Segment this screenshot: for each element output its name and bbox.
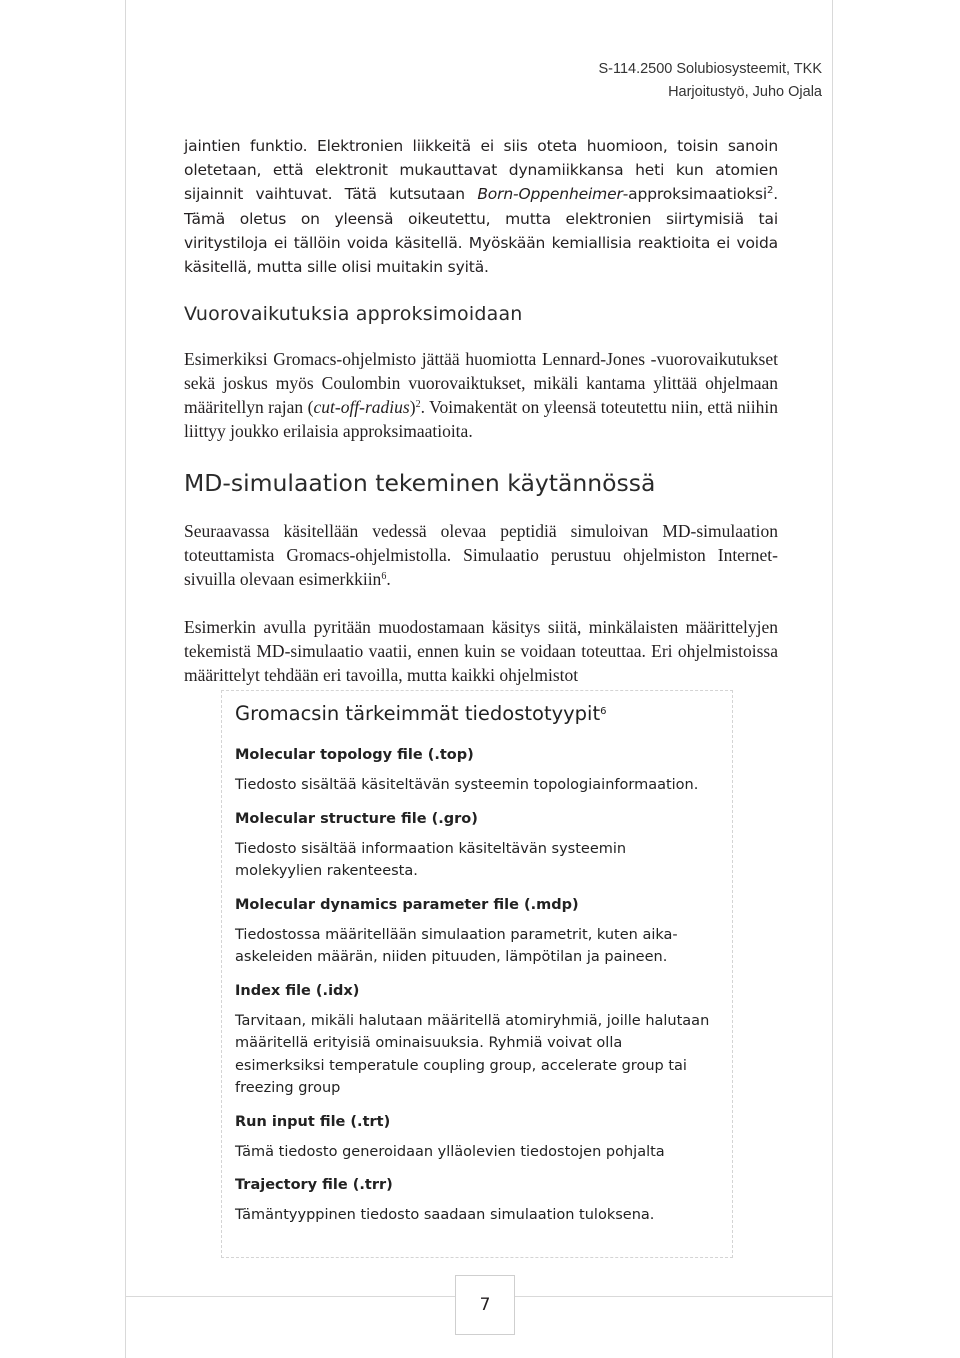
reference-mark: 2 (767, 185, 774, 197)
reference-mark: 6 (600, 706, 607, 717)
file-type-description: Tiedostossa määritellään simulaation parametrit, kuten aika-askeleiden määrän, niiden pituuden, lämpötilan ja paineen. (235, 926, 678, 965)
header-course: S-114.2500 Solubiosysteemit, TKK (598, 61, 822, 77)
box-title: Gromacsin tärkeimmät tiedostotyypit$^6$ (235, 702, 607, 725)
running-header (598, 58, 822, 104)
paragraph-born-oppenheimer: jaintien funktio. Elektronien liikkeitä ei siis oteta huomioon, toisin sanoin oletetaan, että elektronit mukauttavat dynamiikkansa heti kun atomien sijainnit vaihtuvat. Tätä kutsutaan Born-Oppenheimer-approksimaatioksi$^2$. Tämä oletus on yleensä oikeutettu, mutta elektronien siirtymisiä tai viritystiloja ei tällöin voida käsitellä. Myöskään kemiallisia reaktioita ei voida käsitellä, mutta sille olisi muitakin syitä. (184, 137, 778, 277)
italic-term: Born-Oppenheimer (477, 185, 623, 204)
page-guide-left (125, 0, 126, 1358)
file-type-description: Tiedosto sisältää käsiteltävän systeemin topologiainformaation. (235, 777, 699, 793)
file-type-description: Tarvitaan, mikäli halutaan määritellä atomiryhmiä, joille halutaan määritellä erityisiä ominaisuuksia. Ryhmiä voivat olla esimerksiksi temperatule coupling group, accelerate group tai freezing group (235, 1012, 710, 1096)
file-type-name: Index file (.idx) (235, 982, 360, 999)
italic-term: cut-off-radius (313, 397, 410, 418)
file-type-name: Molecular dynamics parameter file (.mdp) (235, 896, 579, 913)
reference-mark: 6 (381, 571, 387, 583)
file-type-list (235, 747, 725, 1227)
file-type-description: Tiedosto sisältää informaation käsiteltävän systeemin molekyylien rakenteesta. (235, 840, 627, 879)
section-heading-approximations: Vuorovaikutuksia approksimoidaan (184, 303, 523, 326)
reference-mark: 2 (415, 399, 421, 411)
file-type-description: Tämäntyyppinen tiedosto saadaan simulaation tuloksena. (235, 1207, 655, 1223)
page-guide-right (832, 0, 833, 1358)
file-type-name: Trajectory file (.trr) (235, 1177, 393, 1193)
paragraph-md-intro: Seuraavassa käsitellään vedessä olevaa peptidiä simuloivan MD-simulaation toteuttamista Gromacs-ohjelmistolla. Simulaatio perustuu ohjelmiston Internet-sivuilla olevaan esimerkkiin$^6$. (184, 521, 778, 590)
paragraph-approximations: Esimerkiksi Gromacs-ohjelmisto jättää huomiotta Lennard-Jones -vuorovaikutukset sekä joskus myös Coulombin vuorovaiktukset, mikäli kantama ylittää ohjelmaan määritellyn rajan (cut-off-radius)$^2$. Voimakentät on yleensä toteutettu niin, että niihin liittyy joukko erilaisia approksimaatioita. (184, 349, 778, 442)
paragraph-md-definitions: Esimerkin avulla pyritään muodostamaan käsitys siitä, minkälaisten määrittelyjen tekemistä MD-simulaatio vaatii, ennen kuin se voidaan toteuttaa. Eri ohjelmistoissa määrittelyt tehdään eri tavoilla, mutta kaikki ohjelmistot (184, 617, 778, 686)
main-content (184, 134, 778, 687)
file-type-name: Molecular topology file (.top) (235, 747, 474, 763)
file-type-description: Tämä tiedosto generoidaan ylläolevien tiedostojen pohjalta (235, 1143, 665, 1160)
page-number: 7 (455, 1275, 515, 1335)
file-type-name: Run input file (.trt) (235, 1113, 391, 1130)
section-heading-md-simulation: MD-simulaation tekeminen käytännössä (184, 469, 656, 498)
file-types-box-content (235, 702, 725, 1241)
header-author: Harjoitustyö, Juho Ojala (668, 84, 822, 100)
file-type-name: Molecular structure file (.gro) (235, 810, 478, 827)
